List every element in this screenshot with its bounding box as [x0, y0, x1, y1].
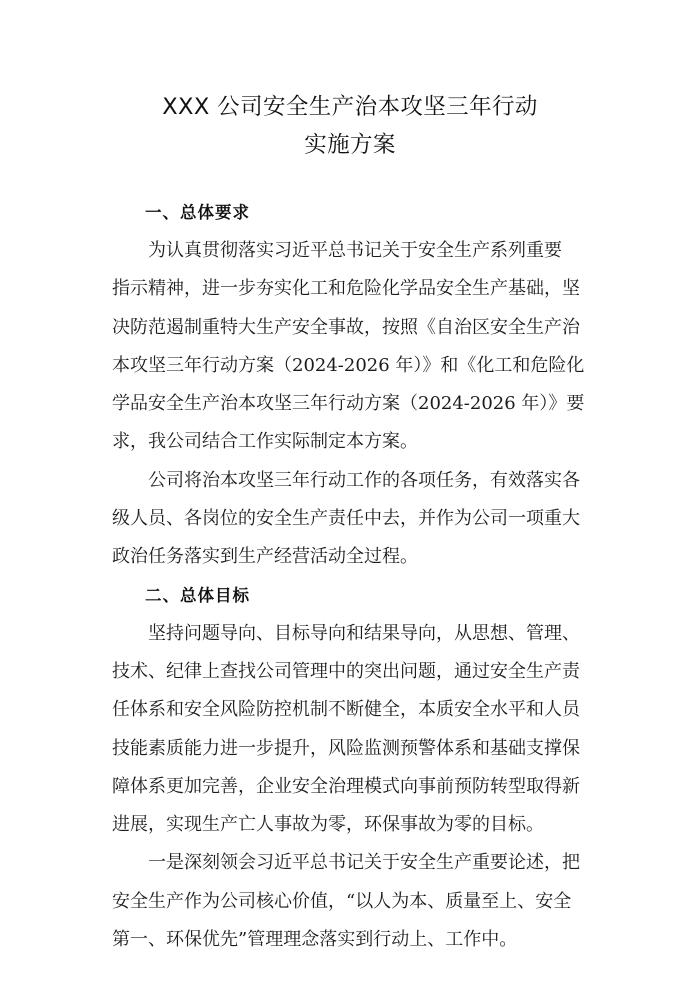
paragraph-line: 为认真贯彻落实习近平总书记关于安全生产系列重要 [148, 240, 562, 261]
document-title-line: XXX 公司安全生产治本攻坚三年行动 [162, 94, 538, 120]
paragraph [112, 462, 598, 577]
paragraph-line: 技术、纪律上查找公司管理中的突出问题，通过安全生产责 [112, 660, 580, 682]
section-heading: 二、总体目标 [145, 585, 250, 605]
document-body [112, 194, 598, 959]
paragraph-line: 坚持问题导向、目标导向和结果导向，从思想、管理、 [148, 622, 580, 644]
document-title-line: 实施方案 [304, 132, 396, 158]
paragraph-line: 障体系更加完善，企业安全治理模式向事前预防转型取得新 [112, 775, 580, 797]
section-heading: 一、总体要求 [145, 203, 250, 222]
paragraph-line: 安全生产作为公司核心价值，“以人为本、质量至上、安全 [112, 890, 572, 912]
document-title [100, 88, 600, 164]
paragraph-line: 本攻坚三年行动方案（2024-2026 年）》和《化工和危险化 [112, 354, 585, 376]
paragraph [112, 232, 598, 462]
paragraph-line: 学品安全生产治本攻坚三年行动方案（2024-2026 年）》要 [112, 393, 585, 415]
paragraph-line: 公司将治本攻坚三年行动工作的各项任务，有效落实各 [148, 469, 580, 491]
paragraph-line: 一是深刻领会习近平总书记关于安全生产重要论述，把 [148, 852, 580, 874]
paragraph-line: 第一、环保优先”管理理念落实到行动上、工作中。 [112, 929, 518, 951]
paragraph [112, 615, 598, 845]
paragraph-line: 技能素质能力进一步提升，风险监测预警体系和基础支撑保 [112, 737, 580, 759]
paragraph-line: 政治任务落实到生产经营活动全过程。 [112, 546, 418, 568]
paragraph-line: 指示精神，进一步夯实化工和危险化学品安全生产基础，坚 [112, 278, 580, 300]
paragraph-line: 决防范遏制重特大生产安全事故，按照《自治区安全生产治 [112, 316, 580, 338]
paragraph-line: 级人员、各岗位的安全生产责任中去，并作为公司一项重大 [112, 508, 580, 530]
paragraph-line: 任体系和安全风险防控机制不断健全，本质安全水平和人员 [112, 699, 580, 721]
paragraph-line: 进展，实现生产亡人事故为零，环保事故为零的目标。 [112, 814, 544, 836]
paragraph-line: 求，我公司结合工作实际制定本方案。 [112, 431, 418, 453]
paragraph [112, 844, 598, 959]
